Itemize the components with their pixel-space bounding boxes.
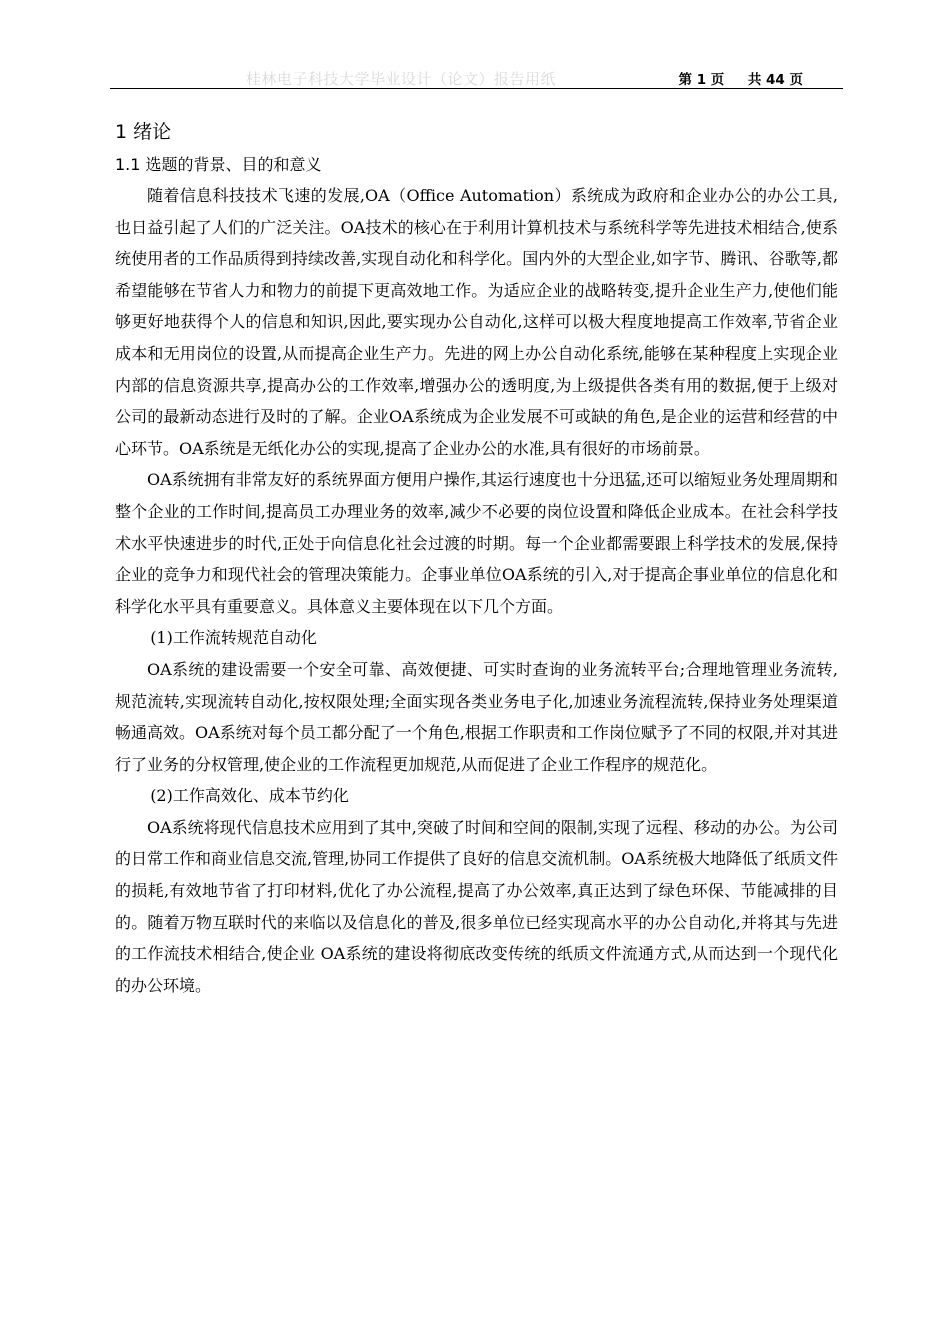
paragraph: OA系统拥有非常友好的系统界面方便用户操作,其运行速度也十分迅猛,还可以缩短业务处理周期和整个企业的工作时间,提高员工办理业务的效率,减少不必要的岗位设置和降低企业成本。在社会科学技术水平快速进步的时代,正处于向信息化社会过渡的时期。每一个企业都需要跟上科学技术的发展,保持企业的竞争力和现代社会的管理决策能力。企事业单位OA系统的引入,对于提高企事业单位的信息化和科学化水平具有重要意义。具体意义主要体现在以下几个方面。	[115, 470, 838, 616]
document-body	[115, 180, 838, 1001]
section-title: 1.1 选题的背景、目的和意义	[115, 155, 322, 174]
page-header	[110, 68, 843, 89]
page-number	[679, 68, 803, 88]
paragraph: OA系统的建设需要一个安全可靠、高效便捷、可实时查询的业务流转平台;合理地管理业务流转,规范流转,实现流转自动化,按权限处理;全面实现各类业务电子化,加速业务流程流转,保持业务处理渠道畅通高效。OA系统对每个员工都分配了一个角色,根据工作职责和工作岗位赋予了不同的权限,并对其进行了业务的分权管理,使企业的工作流程更加规范,从而促进了企业工作程序的规范化。	[115, 659, 838, 774]
paragraph: OA系统将现代信息技术应用到了其中,突破了时间和空间的限制,实现了远程、移动的办公。为公司的日常工作和商业信息交流,管理,协同工作提供了良好的信息交流机制。OA系统极大地降低了纸质文件的损耗,有效地节省了打印材料,优化了办公流程,提高了办公效率,真正达到了绿色环保、节能减排的目的。随着万物互联时代的来临以及信息化的普及,很多单位已经实现高水平的办公自动化,并将其与先进的工作流技术相结合,使企业 OA系统的建设将彻底改变传统的纸质文件流通方式,从而达到一个现代化的办公环境。	[115, 817, 838, 995]
chapter-title: 1 绪论	[115, 121, 172, 143]
current-page-label: 第 1 页	[678, 72, 725, 88]
list-item-heading: (2)工作高效化、成本节约化	[150, 786, 349, 806]
header-school-title: 桂林电子科技大学毕业设计（论文）报告用纸	[246, 70, 557, 88]
paragraph: 随着信息科技技术飞速的发展,OA（Office Automation）系统成为政府和企业办公的办公工具,也日益引起了人们的广泛关注。OA技术的核心在于利用计算机技术与系统科学等先进技术相结合,使系统使用者的工作品质得到持续改善,实现自动化和科学化。国内外的大型企业,如字节、腾讯、谷歌等,都希望能够在节省人力和物力的前提下更高效地工作。为适应企业的战略转变,提升企业生产力,使他们能够更好地获得个人的信息和知识,因此,要实现办公自动化,这样可以极大程度地提高工作效率,节省企业成本和无用岗位的设置,从而提高企业生产力。先进的网上办公自动化系统,能够在某种程度上实现企业内部的信息资源共享,提高办公的工作效率,增强办公的透明度,为上级提供各类有用的数据,便于上级对公司的最新动态进行及时的了解。企业OA系统成为企业发展不可或缺的角色,是企业的运营和经营的中心环节。OA系统是无纸化办公的实现,提高了企业办公的水准,具有很好的市场前景。	[115, 186, 838, 458]
list-item-heading: (1)工作流转规范自动化	[150, 628, 317, 648]
total-pages-label: 共 44 页	[747, 72, 803, 88]
